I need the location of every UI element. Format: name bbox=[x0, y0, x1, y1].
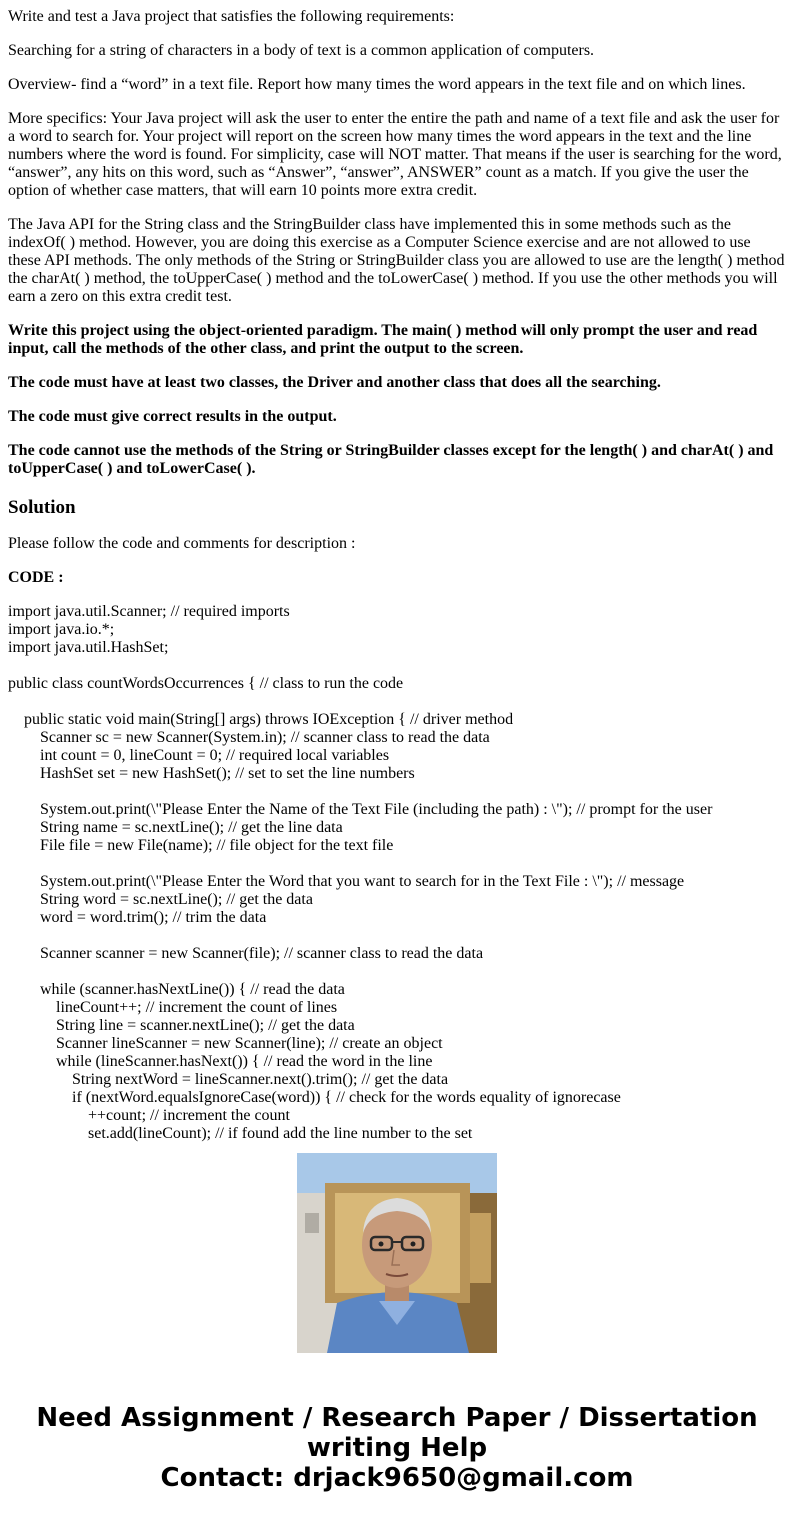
question-paragraph: The Java API for the String class and the StringBuilder class have implemented this in some methods such as the indexOf( ) method. However, you are doing this exercise as a Computer Science exercise and are not allowed to use these API methods. The only methods of the String or StringBuilder class you are allowed to use are the length( ) method the charAt( ) method, the toUpperCase( ) method and the toLowerCase( ) method. If you use the other methods you will earn a zero on this extra credit test. bbox=[8, 216, 785, 305]
code-line: public static void main(String[] args) throws IOException { // driver method bbox=[8, 711, 514, 728]
requirement-paragraph: The code must give correct results in the output. bbox=[8, 408, 337, 425]
code-line: while (scanner.hasNextLine()) { // read the data bbox=[8, 981, 345, 998]
author-avatar bbox=[297, 1153, 497, 1353]
contact-email: Contact: drjack9650@gmail.com bbox=[160, 1463, 634, 1493]
solution-heading: Solution bbox=[8, 497, 76, 518]
code-line: String line = scanner.nextLine(); // get the data bbox=[8, 1017, 355, 1034]
code-label: CODE : bbox=[8, 569, 64, 586]
code-line: public class countWordsOccurrences { // class to run the code bbox=[8, 675, 404, 692]
code-line: int count = 0, lineCount = 0; // required local variables bbox=[8, 747, 390, 764]
code-line: Scanner sc = new Scanner(System.in); // scanner class to read the data bbox=[8, 729, 490, 746]
code-line bbox=[8, 783, 786, 801]
question-paragraph: Write and test a Java project that satisfies the following requirements: bbox=[8, 8, 455, 25]
code-line: System.out.print(\"Please Enter the Word that you want to search for in the Text File : \"); // message bbox=[8, 873, 685, 890]
question-paragraph: More specifics: Your Java project will ask the user to enter the entire the path and name of a text file and ask the user for a word to search for. Your project will report on the screen how many times the word appears in the text and the line numbers where the word is found. For simplicity, case will NOT matter. That means if the user is searching for the word, “answer”, any hits on this word, such as “Answer”, “answer”, ANSWER” count as a match. If you give the user the option of whether case matters, that will earn 10 points more extra credit. bbox=[8, 110, 782, 199]
solution-intro: Please follow the code and comments for description : bbox=[8, 535, 356, 552]
code-line: File file = new File(name); // file object for the text file bbox=[8, 837, 394, 854]
question-paragraph: Searching for a string of characters in a body of text is a common application of computers. bbox=[8, 42, 595, 59]
requirement-paragraph: Write this project using the object-oriented paradigm. The main( ) method will only prompt the user and read input, call the methods of the other class, and print the output to the screen. bbox=[8, 322, 758, 357]
contact-footer bbox=[0, 1403, 794, 1493]
footer-line: Need Assignment / Research Paper / Dissertation bbox=[36, 1403, 758, 1433]
code-line: import java.util.Scanner; // required imports bbox=[8, 603, 290, 620]
requirement-paragraph: The code cannot use the methods of the String or StringBuilder classes except for the length( ) and charAt( ) and toUpperCase( ) and toLowerCase( ). bbox=[8, 442, 774, 477]
code-line bbox=[8, 855, 786, 873]
code-line: String nextWord = lineScanner.next().trim(); // get the data bbox=[8, 1071, 449, 1088]
code-line bbox=[8, 693, 786, 711]
code-line: while (lineScanner.hasNext()) { // read the word in the line bbox=[8, 1053, 433, 1070]
code-line: set.add(lineCount); // if found add the line number to the set bbox=[8, 1125, 473, 1142]
author-portrait-icon bbox=[297, 1153, 497, 1353]
code-line: ++count; // increment the count bbox=[8, 1107, 290, 1124]
code-line: Scanner scanner = new Scanner(file); // scanner class to read the data bbox=[8, 945, 484, 962]
requirement-paragraph: The code must have at least two classes, the Driver and another class that does all the searching. bbox=[8, 374, 661, 391]
footer-line: writing Help bbox=[306, 1433, 488, 1463]
code-line bbox=[8, 927, 786, 945]
code-block bbox=[8, 603, 786, 1143]
code-line: String word = sc.nextLine(); // get the data bbox=[8, 891, 313, 908]
code-line: System.out.print(\"Please Enter the Name of the Text File (including the path) : \"); // prompt for the user bbox=[8, 801, 713, 818]
code-line bbox=[8, 657, 786, 675]
question-answer-content bbox=[8, 8, 786, 1142]
code-line: HashSet set = new HashSet(); // set to set the line numbers bbox=[8, 765, 415, 782]
question-paragraph: Overview- find a “word” in a text file. Report how many times the word appears in the text file and on which lines. bbox=[8, 76, 746, 93]
code-line: String name = sc.nextLine(); // get the line data bbox=[8, 819, 343, 836]
code-line: if (nextWord.equalsIgnoreCase(word)) { // check for the words equality of ignorecase bbox=[8, 1089, 621, 1106]
code-line: word = word.trim(); // trim the data bbox=[8, 909, 267, 926]
code-line: Scanner lineScanner = new Scanner(line); // create an object bbox=[8, 1035, 443, 1052]
code-line: import java.io.*; bbox=[8, 621, 115, 638]
code-line: import java.util.HashSet; bbox=[8, 639, 169, 656]
code-line: lineCount++; // increment the count of lines bbox=[8, 999, 338, 1016]
code-line bbox=[8, 963, 786, 981]
